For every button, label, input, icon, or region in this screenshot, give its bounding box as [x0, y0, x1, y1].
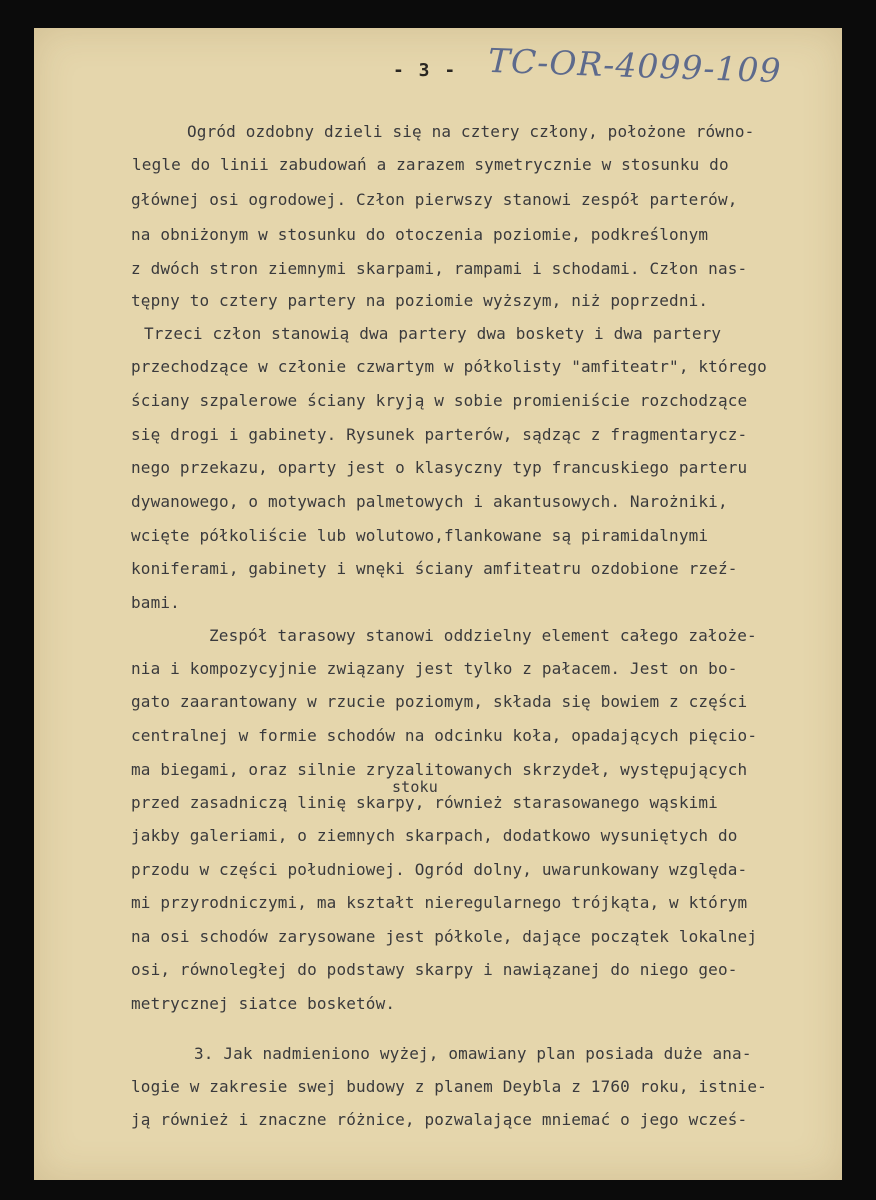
page-number: - 3 - — [393, 60, 458, 81]
text-line: nego przekazu, oparty jest o klasyczny typ francuskiego parteru — [131, 458, 748, 477]
text-line: 3. Jak nadmieniono wyżej, omawiany plan posiada duże ana- — [194, 1044, 752, 1063]
text-line: metrycznej siatce bosketów. — [131, 994, 396, 1013]
text-line: legle do linii zabudowań a zarazem symetrycznie w stosunku do — [132, 155, 729, 174]
text-line: gato zaarantowany w rzucie poziomym, składa się bowiem z części — [131, 692, 748, 711]
text-line: centralnej w formie schodów na odcinku koła, opadających pięcio- — [131, 726, 758, 745]
text-line: ją również i znaczne różnice, pozwalające mniemać o jego wcześ- — [131, 1110, 748, 1129]
text-line: nia i kompozycyjnie związany jest tylko z pałacem. Jest on bo- — [131, 659, 738, 678]
text-line: koniferami, gabinety i wnęki ściany amfiteatru ozdobione rzeź- — [131, 559, 738, 578]
text-line: przed zasadniczą linię skarpy, również starasowanego wąskimi — [131, 793, 718, 812]
handwritten-archive-reference: TC-OR-4099-109 — [487, 40, 783, 91]
interlinear-insert: stoku — [392, 778, 438, 796]
text-line: ściany szpalerowe ściany kryją w sobie promieniście rozchodzące — [131, 391, 748, 410]
text-line: głównej osi ogrodowej. Człon pierwszy stanowi zespół parterów, — [131, 190, 738, 209]
text-line: wcięte półkoliście lub wolutowo,flankowane są piramidalnymi — [131, 526, 709, 545]
text-line: tępny to cztery partery na poziomie wyższym, niż poprzedni. — [131, 291, 709, 310]
text-line: się drogi i gabinety. Rysunek parterów, sądząc z fragmentarycz- — [131, 425, 748, 444]
text-line: z dwóch stron ziemnymi skarpami, rampami i schodami. Człon nas- — [131, 259, 748, 278]
text-line: Trzeci człon stanowią dwa partery dwa boskety i dwa partery — [144, 324, 722, 343]
text-line: ma biegami, oraz silnie zryzalitowanych skrzydeł, występujących — [131, 760, 748, 779]
text-line: bami. — [131, 593, 180, 612]
text-line: przechodzące w członie czwartym w półkolisty "amfiteatr", którego — [131, 357, 767, 376]
text-line: logie w zakresie swej budowy z planem Deybla z 1760 roku, istnie- — [131, 1077, 767, 1096]
text-line: osi, równoległej do podstawy skarpy i nawiązanej do niego geo- — [131, 960, 738, 979]
text-line: przodu w części południowej. Ogród dolny, uwarunkowany względa- — [131, 860, 748, 879]
text-line: Ogród ozdobny dzieli się na cztery człony, położone równo- — [187, 122, 755, 141]
text-line: mi przyrodniczymi, ma kształt nieregularnego trójkąta, w którym — [131, 893, 748, 912]
text-line: na obniżonym w stosunku do otoczenia poziomie, podkreślonym — [131, 225, 709, 244]
text-line: jakby galeriami, o ziemnych skarpach, dodatkowo wysuniętych do — [131, 826, 738, 845]
text-line: na osi schodów zarysowane jest półkole, dające początek lokalnej — [131, 927, 758, 946]
text-line: dywanowego, o motywach palmetowych i akantusowych. Narożniki, — [131, 492, 728, 511]
text-line: Zespół tarasowy stanowi oddzielny element całego założe- — [209, 626, 757, 645]
